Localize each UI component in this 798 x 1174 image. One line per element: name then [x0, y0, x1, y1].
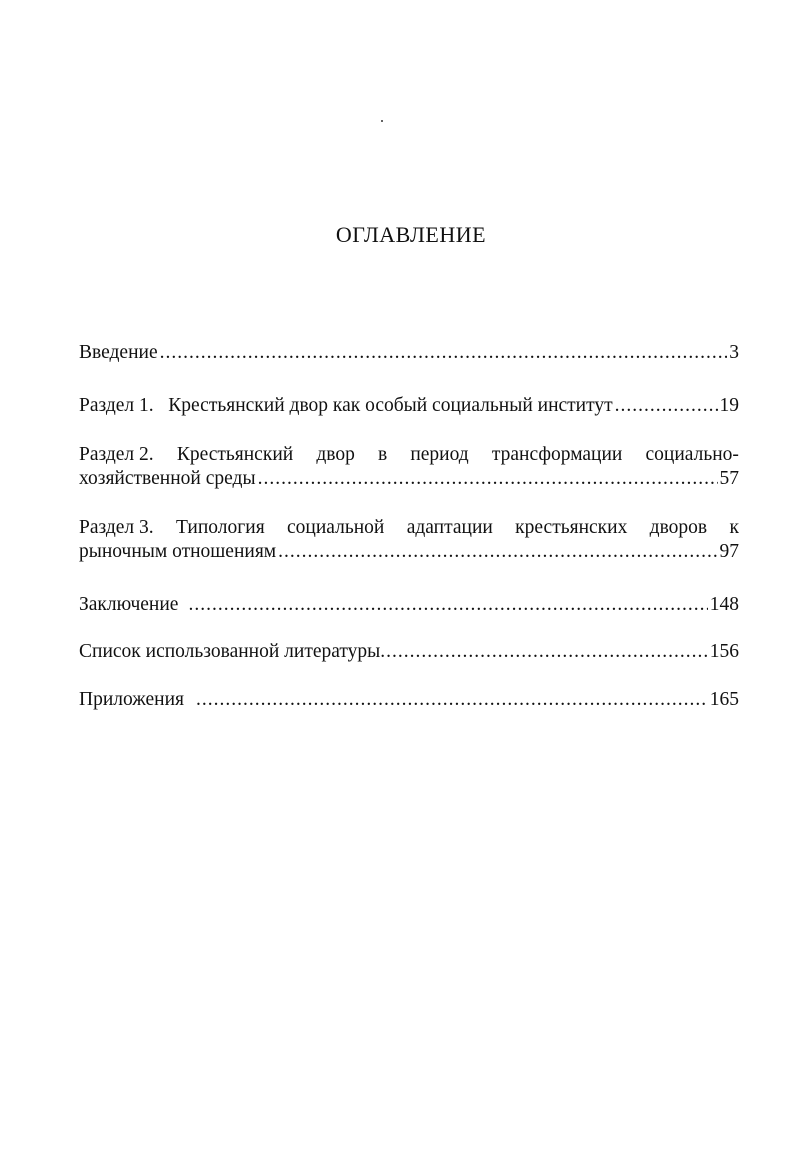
- toc-label: Введение: [79, 342, 158, 363]
- toc-label: Приложения: [79, 689, 184, 710]
- toc-leader: [188, 593, 707, 617]
- toc-label: хозяйственной среды: [79, 468, 256, 489]
- toc-label: Раздел 1. Крестьянский двор как особый социальный институт: [79, 395, 613, 416]
- toc-leader: [196, 688, 708, 712]
- toc-page: 148: [709, 594, 739, 615]
- toc-page: 97: [719, 541, 739, 562]
- toc-label-line: Раздел 3. Типология социальной адаптации крестьянских дворов к: [79, 517, 739, 538]
- toc-label: Заключение: [79, 594, 179, 615]
- toc-page: 165: [709, 689, 739, 710]
- toc-page: 19: [719, 395, 739, 416]
- toc-label: Список использованной литературы: [79, 641, 381, 662]
- toc-page: 57: [719, 468, 739, 489]
- toc-leader: [160, 341, 728, 365]
- toc-leader: [615, 394, 718, 418]
- toc-entry-intro[interactable]: [79, 341, 739, 365]
- toc-label-line: Раздел 2. Крестьянский двор в период трансформации социально-: [79, 444, 739, 465]
- page-title: ОГЛАВЛЕНИЕ: [335, 222, 487, 247]
- toc-entry-section-1[interactable]: [79, 394, 739, 418]
- toc-leader: [278, 540, 717, 564]
- toc-page: 156: [709, 641, 739, 662]
- toc-entry-section-3[interactable]: [79, 516, 739, 564]
- toc-leader: [258, 467, 718, 491]
- toc-page: 3: [729, 342, 739, 363]
- toc-leader: [380, 640, 707, 664]
- toc-entry-bibliography[interactable]: [79, 640, 739, 664]
- toc-entry-section-2[interactable]: [79, 443, 739, 491]
- scan-speck: [381, 120, 383, 122]
- toc-entry-conclusion[interactable]: [79, 593, 739, 617]
- toc-entry-appendices[interactable]: [79, 688, 739, 712]
- toc-label: рыночным отношениям: [79, 541, 277, 562]
